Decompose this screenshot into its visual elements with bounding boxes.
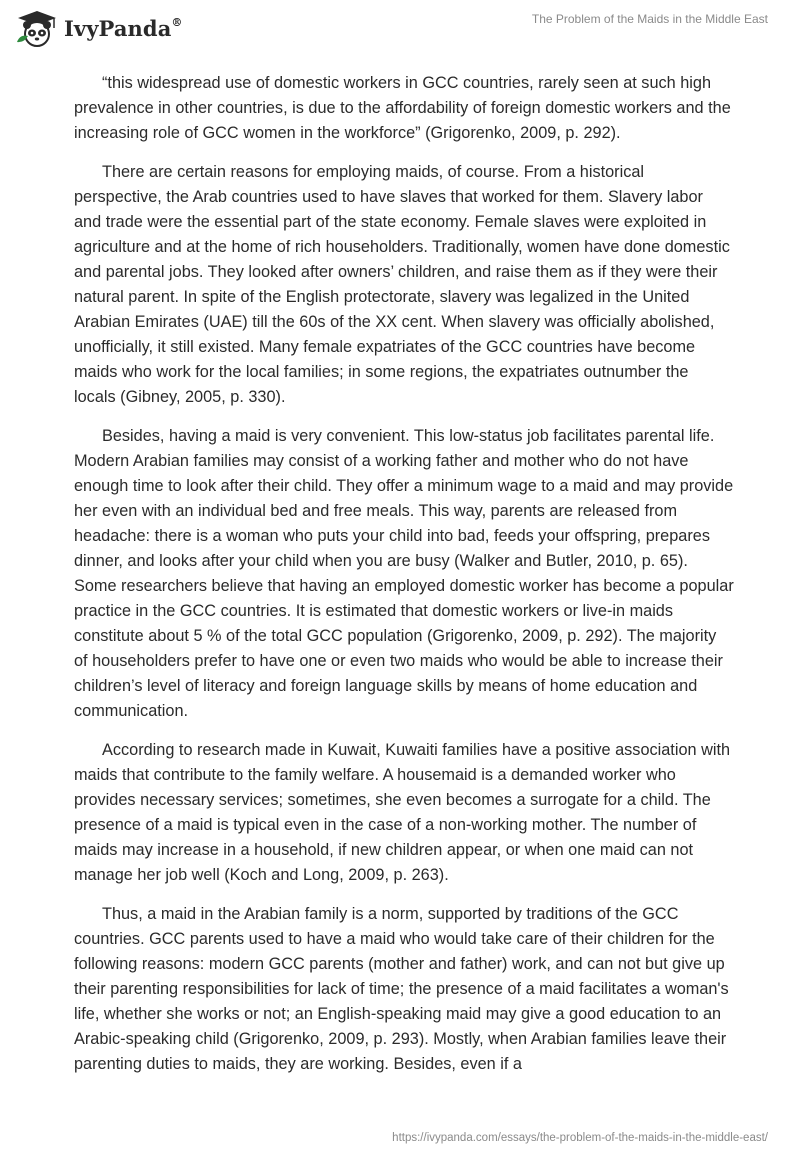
panda-graduate-icon bbox=[14, 8, 60, 48]
paragraph: Thus, a maid in the Arabian family is a norm, supported by traditions of the GCC countries. GCC parents used to have a maid who would take care of their children for the following reasons: modern GCC parents (mother and father) work, and can not but give up their parenting responsibilities for lack of time; the presence of a maid facilitates a woman's life, whether she works or not; an English-speaking maid may give a good education to an Arabic-speaking child (Grigorenko, 2009, p. 293). Mostly, when Arabian families leave their parenting duties to maids, they are working. Besides, even if a bbox=[74, 905, 729, 1073]
paragraph: Besides, having a maid is very convenient. This low-status job facilitates parental life. Modern Arabian families may consist of a working father and mother who do not have enough time to look after their child. They offer a minimum wage to a maid and may provide her even with an individual bed and free meals. This way, parents are released from headache: there is a woman who puts your child into bad, feeds your offspring, prepares dinner, and looks after your child when you are busy (Walker and Butler, 2010, p. 65). Some researchers believe that having an employed domestic worker has become a popular practice in the GCC countries. It is estimated that domestic workers or live-in maids constitute about 5 % of the total GCC population (Grigorenko, 2009, p. 292). The majority of householders prefer to have one or even two maids who would be able to increase their children’s level of literacy and foreign language skills by means of home education and communication. bbox=[74, 427, 734, 720]
brand-name: IvyPanda® bbox=[64, 15, 183, 41]
document-title: The Problem of the Maids in the Middle East bbox=[531, 12, 768, 26]
paragraph: There are certain reasons for employing maids, of course. From a historical perspective, the Arab countries used to have slaves that worked for them. Slavery labor and trade were the essential part of the state economy. Female slaves were exploited in agriculture and at the home of rich householders. Traditionally, women have done domestic and parental jobs. They looked after owners’ children, and raise them as if they were their natural parent. In spite of the English protectorate, slavery was legalized in the United Arabian Emirates (UAE) till the 60s of the XX cent. When slavery was officially abolished, unofficially, it still existed. Many female expatriates of the GCC countries have become maids who work for the local families; in some regions, the expatriates outnumber the locals (Gibney, 2005, p. 330). bbox=[74, 163, 730, 406]
essay-body bbox=[74, 71, 734, 1091]
paragraph: “this widespread use of domestic workers in GCC countries, rarely seen at such high prevalence in other countries, is due to the affordability of foreign domestic workers and the increasing role of GCC women in the workforce” (Grigorenko, 2009, p. 292). bbox=[74, 74, 731, 142]
source-url[interactable]: https://ivypanda.com/essays/the-problem-of-the-maids-in-the-middle-east/ bbox=[392, 1132, 768, 1144]
paragraph: According to research made in Kuwait, Kuwaiti families have a positive association with maids that contribute to the family welfare. A housemaid is a demanded worker who provides necessary services; sometimes, she even becomes a surrogate for a child. The presence of a maid is typical even in the case of a non-working mother. The number of maids may increase in a household, if new children appear, or when one maid can not manage her job well (Koch and Long, 2009, p. 263). bbox=[74, 741, 731, 884]
ivypanda-logo[interactable] bbox=[14, 8, 183, 48]
page-header bbox=[0, 0, 800, 60]
